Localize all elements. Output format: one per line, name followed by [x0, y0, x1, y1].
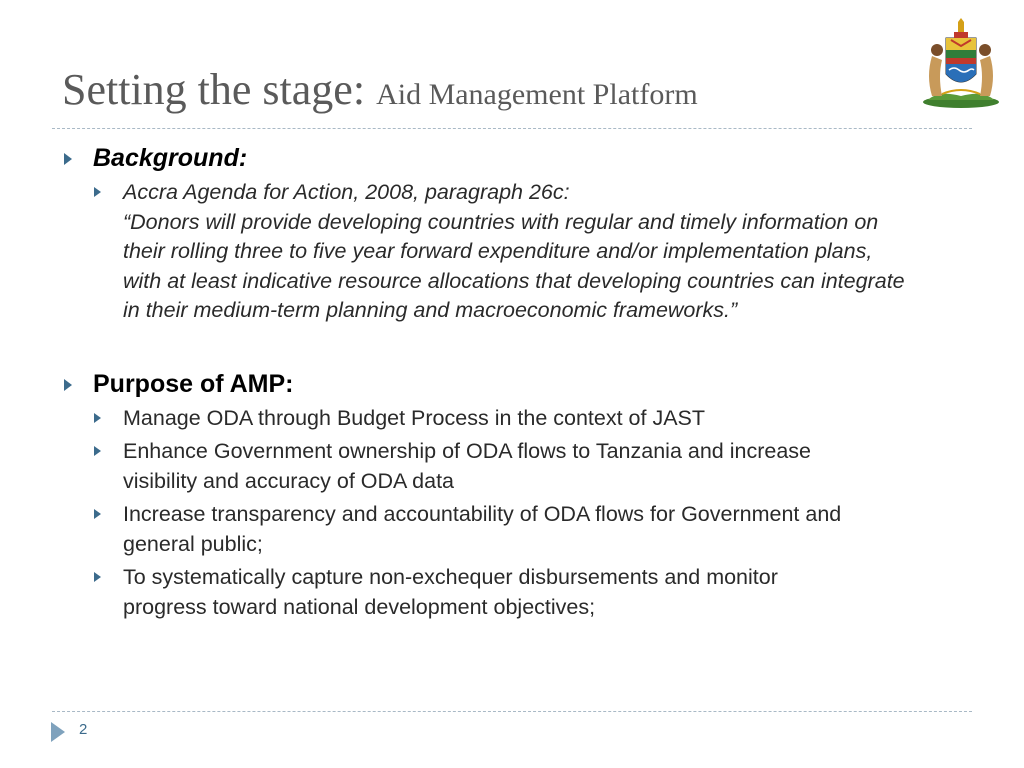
purpose-list-item: [60, 404, 970, 434]
bullet-arrow-icon: [64, 379, 72, 391]
background-list-item: [60, 178, 970, 326]
section-gap: [60, 326, 970, 368]
purpose-line: progress toward national development objectives;: [123, 594, 596, 619]
background-line: Accra Agenda for Action, 2008, paragraph 26c:: [123, 180, 570, 204]
bullet-arrow-icon: [94, 446, 101, 456]
background-line: their rolling three to five year forward expenditure and/or implementation plans,: [123, 239, 873, 263]
slide-title-sub: Aid Management Platform: [376, 78, 698, 111]
purpose-line: Manage ODA through Budget Process in the context of JAST: [123, 405, 706, 430]
bullet-arrow-icon: [94, 509, 101, 519]
purpose-line: visibility and accuracy of ODA data: [123, 468, 455, 493]
background-line: with at least indicative resource allocations that developing countries can integrate: [123, 268, 905, 293]
bullet-arrow-icon: [64, 153, 72, 165]
bullet-arrow-icon: [94, 572, 101, 582]
background-line: “Donors will provide developing countries with regular and timely information on: [123, 209, 879, 234]
background-heading: Background:: [93, 144, 248, 172]
purpose-heading-item: [60, 368, 970, 400]
purpose-heading: Purpose of AMP:: [93, 369, 294, 398]
slide-title: [62, 65, 922, 114]
slide-body: [60, 142, 970, 622]
purpose-list-item: [60, 437, 970, 496]
background-line: in their medium-term planning and macroeconomic frameworks.”: [123, 298, 738, 322]
title-divider: [52, 128, 972, 129]
purpose-list-item: [60, 500, 970, 559]
purpose-line: general public;: [123, 531, 263, 556]
background-heading-item: [60, 142, 970, 174]
purpose-line: Enhance Government ownership of ODA flows to Tanzania and increase: [123, 439, 811, 463]
bullet-arrow-icon: [94, 187, 101, 197]
slide-title-main: Setting the stage:: [62, 65, 377, 114]
footer-arrow-icon: [51, 722, 65, 742]
purpose-list-item: [60, 563, 970, 622]
purpose-line: Increase transparency and accountability of ODA flows for Government and: [123, 502, 842, 526]
page-number: 2: [79, 721, 88, 738]
coat-of-arms-emblem-icon: [918, 16, 1004, 110]
footer-divider: [52, 711, 972, 712]
bullet-arrow-icon: [94, 413, 101, 423]
purpose-line: To systematically capture non-exchequer disbursements and monitor: [123, 565, 778, 589]
